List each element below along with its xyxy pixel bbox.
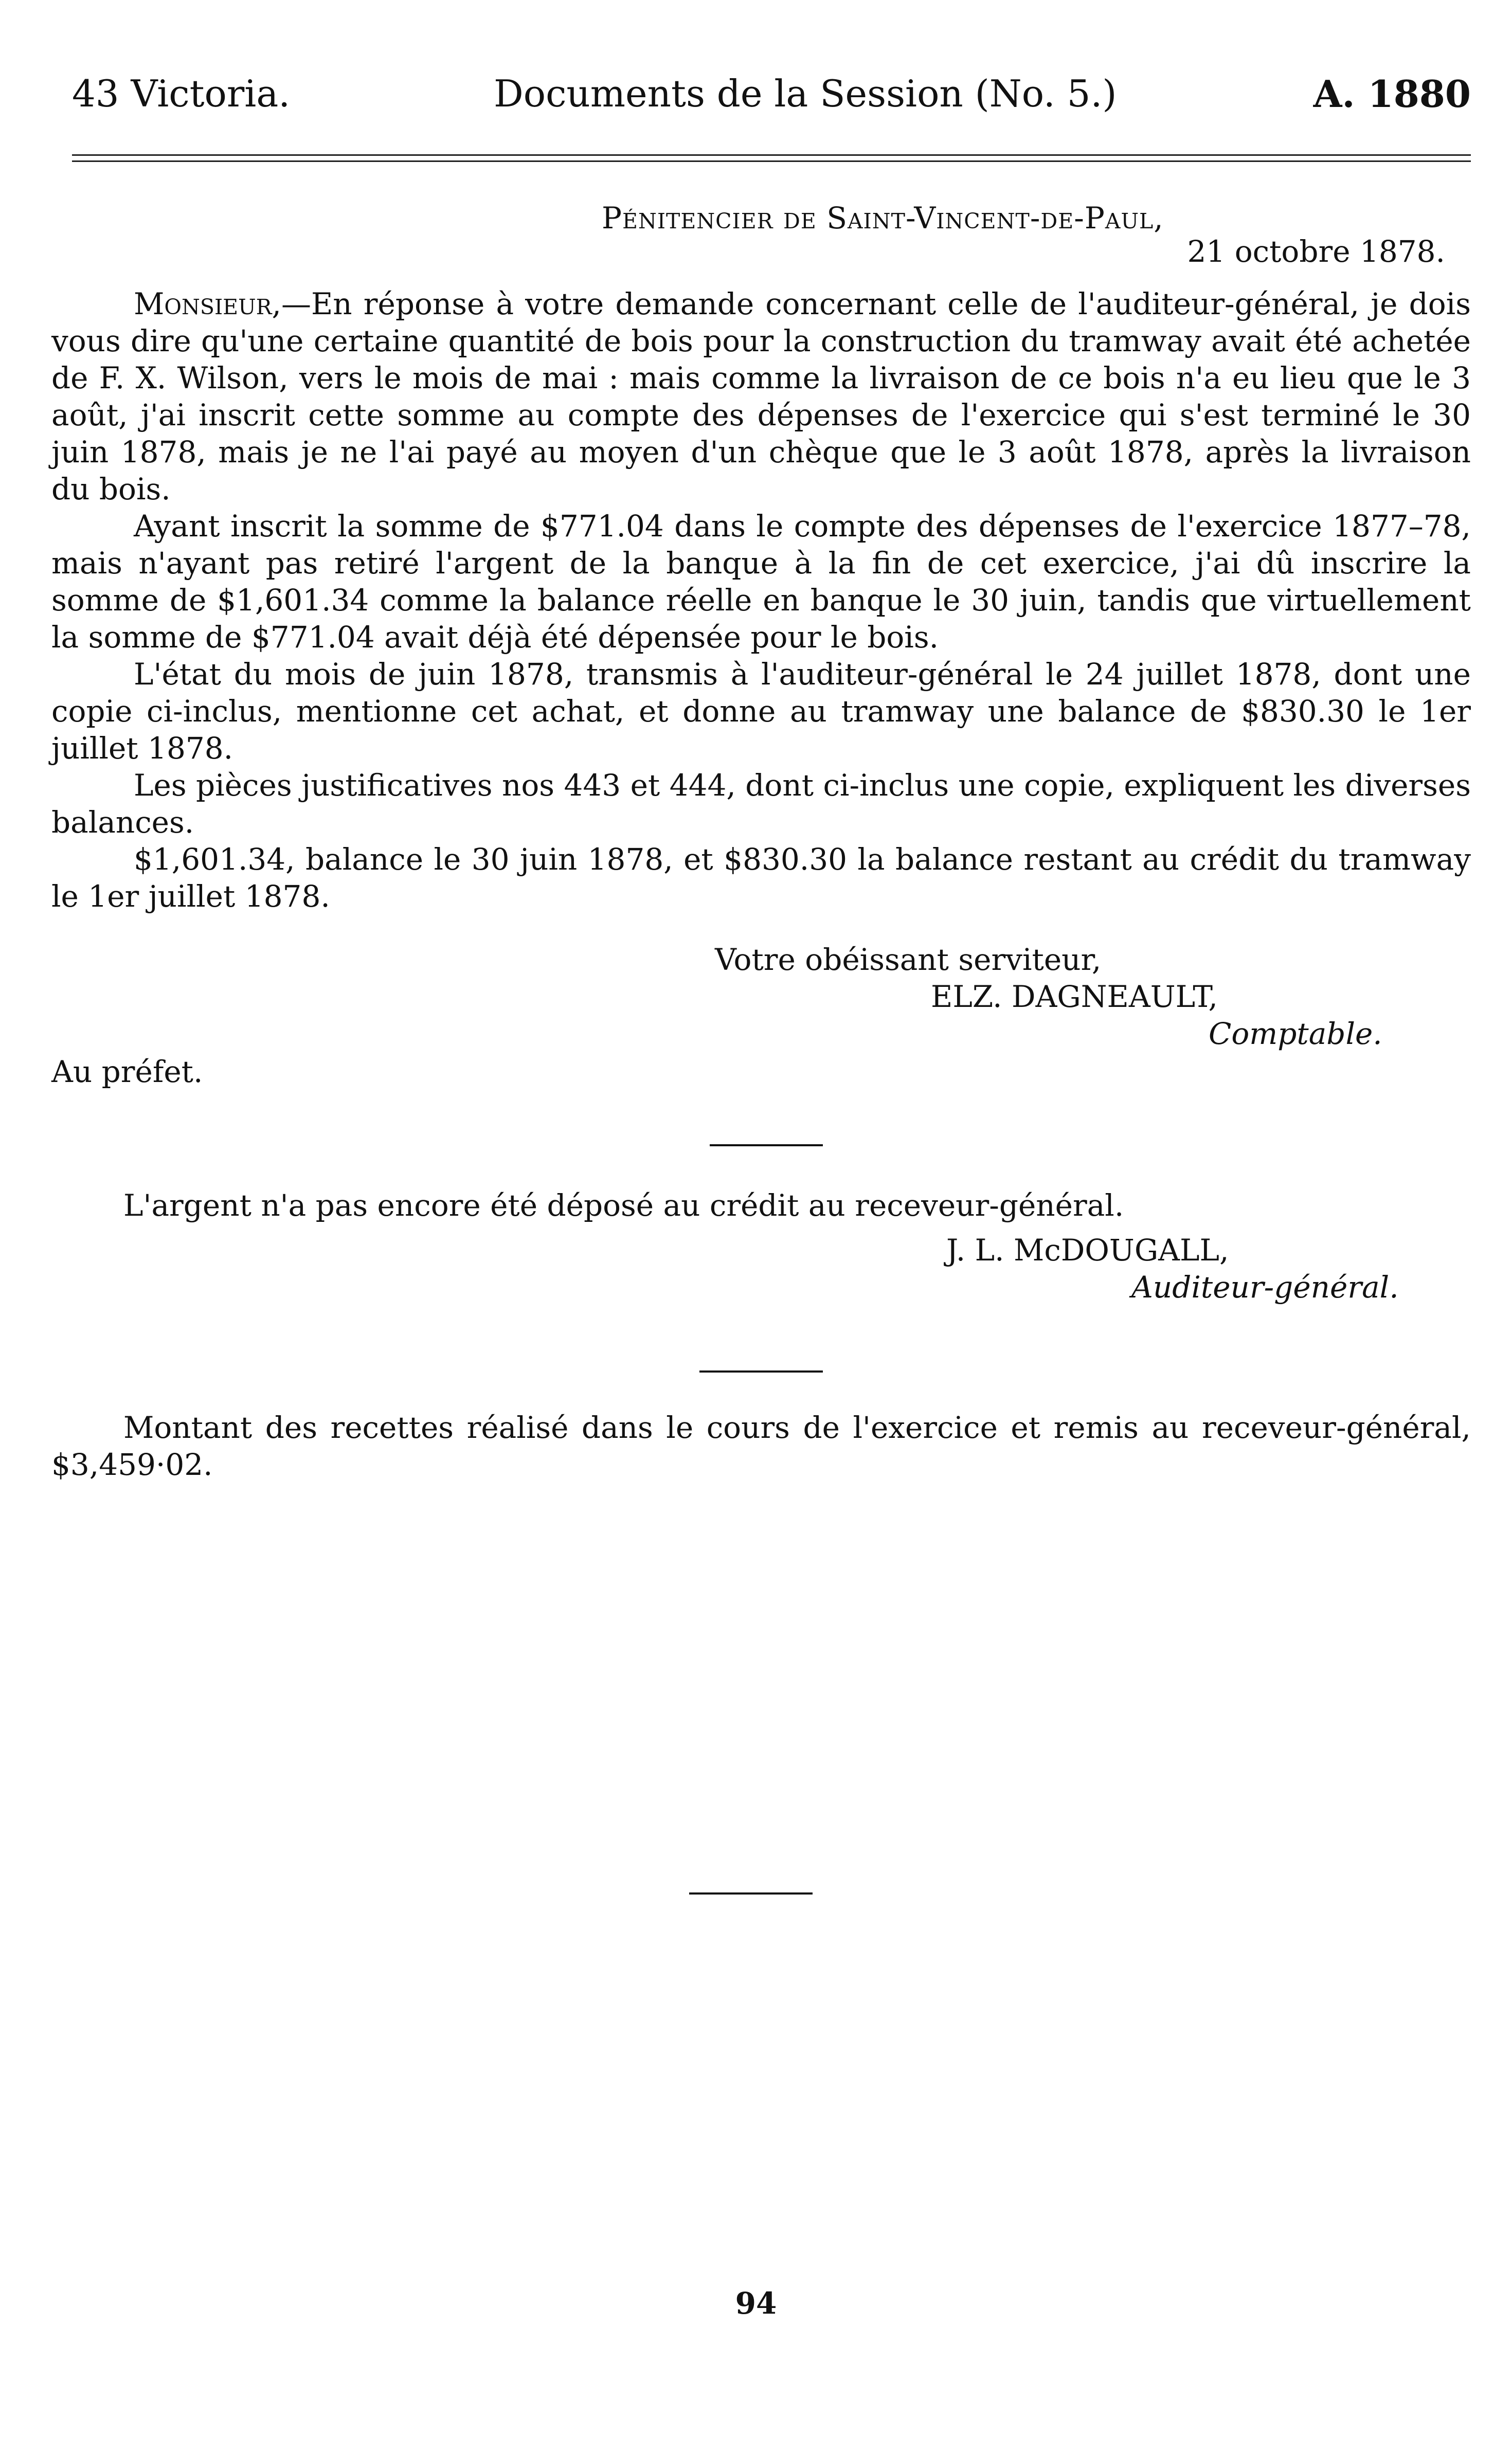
auditor-note: L'argent n'a pas encore été déposé au crédit au receveur-général. (123, 1188, 1124, 1223)
letter-paragraph-2: Ayant inscrit la somme de $771.04 dans le compte des dépenses de l'exercice 1877–78, mais n'ayant pas retiré l'argent de la banque à la fin de cet exercice, j'ai dû inscrire la somme de $1,601.34 comme la balance réelle en banque le 30 juin, tandis que virtuellement la somme de $771.04 avait déjà été dépensée pour le bois. (51, 509, 1471, 655)
auditor-signatory: J. L. McDOUGALL, (946, 1233, 1229, 1268)
letter-closing-block (715, 941, 1382, 1052)
header-document-title: Documents de la Session (No. 5.) (494, 72, 1117, 115)
letter-place: Pénitencier de Saint-Vincent-de-Paul, (602, 201, 1164, 236)
header-rule-top (72, 154, 1471, 156)
receipts-note-text: Montant des recettes réalisé dans le cours de l'exercice et remis au receveur-général, $3,459·02. (51, 1410, 1471, 1482)
letter-body (51, 285, 1471, 915)
separator-rule-2 (699, 1370, 823, 1373)
header-session: 43 Victoria. (72, 72, 291, 115)
separator-rule-1 (710, 1144, 823, 1146)
letter-paragraph-1 (51, 285, 1471, 508)
header-rule-bottom (72, 160, 1471, 162)
letter-date: 21 octobre 1878. (1187, 234, 1445, 269)
letter-paragraph-5: $1,601.34, balance le 30 juin 1878, et $830.30 la balance restant au crédit du tramway le 1er juillet 1878. (51, 842, 1471, 914)
letter-paragraph-1-text: —En réponse à votre demande concernant celle de l'auditeur-général, je dois vous dire qu'une certaine quantité de bois pour la construction du tramway avait été achetée de F. X. Wilson, vers le mois de mai : mais comme la livraison de ce bois n'a eu lieu que le 3 août, j'ai inscrit cette somme au compte des dépenses de l'exercice qui s'est terminé le 30 juin 1878, mais je ne l'ai payé au moyen d'un chèque que le 3 août 1878, après la livraison du bois. (51, 286, 1471, 507)
receipts-note (51, 1409, 1471, 1483)
separator-rule-3 (689, 1892, 813, 1895)
letter-paragraph-4: Les pièces justificatives nos 443 et 444, dont ci-inclus une copie, expliquent les diverses balances. (51, 768, 1471, 840)
page-header (72, 72, 1471, 123)
letter-closing: Votre obéissant serviteur, (715, 942, 1102, 977)
auditor-signature-block (946, 1232, 1399, 1306)
letter-signatory: ELZ. DAGNEAULT, (931, 979, 1218, 1014)
letter-paragraph-3: L'état du mois de juin 1878, transmis à l'auditeur-général le 24 juillet 1878, dont une copie ci-inclus, mentionne cet achat, et donne au tramway une balance de $830.30 le 1er juillet 1878. (51, 657, 1471, 766)
header-year: A. 1880 (1313, 72, 1471, 116)
letter-addressee: Au préfet. (51, 1054, 203, 1089)
letter-signatory-title: Comptable. (1209, 1016, 1382, 1051)
page-number: 94 (735, 2286, 777, 2321)
auditor-signatory-title: Auditeur-général. (1131, 1270, 1399, 1305)
letter-salutation: Monsieur, (134, 286, 281, 321)
